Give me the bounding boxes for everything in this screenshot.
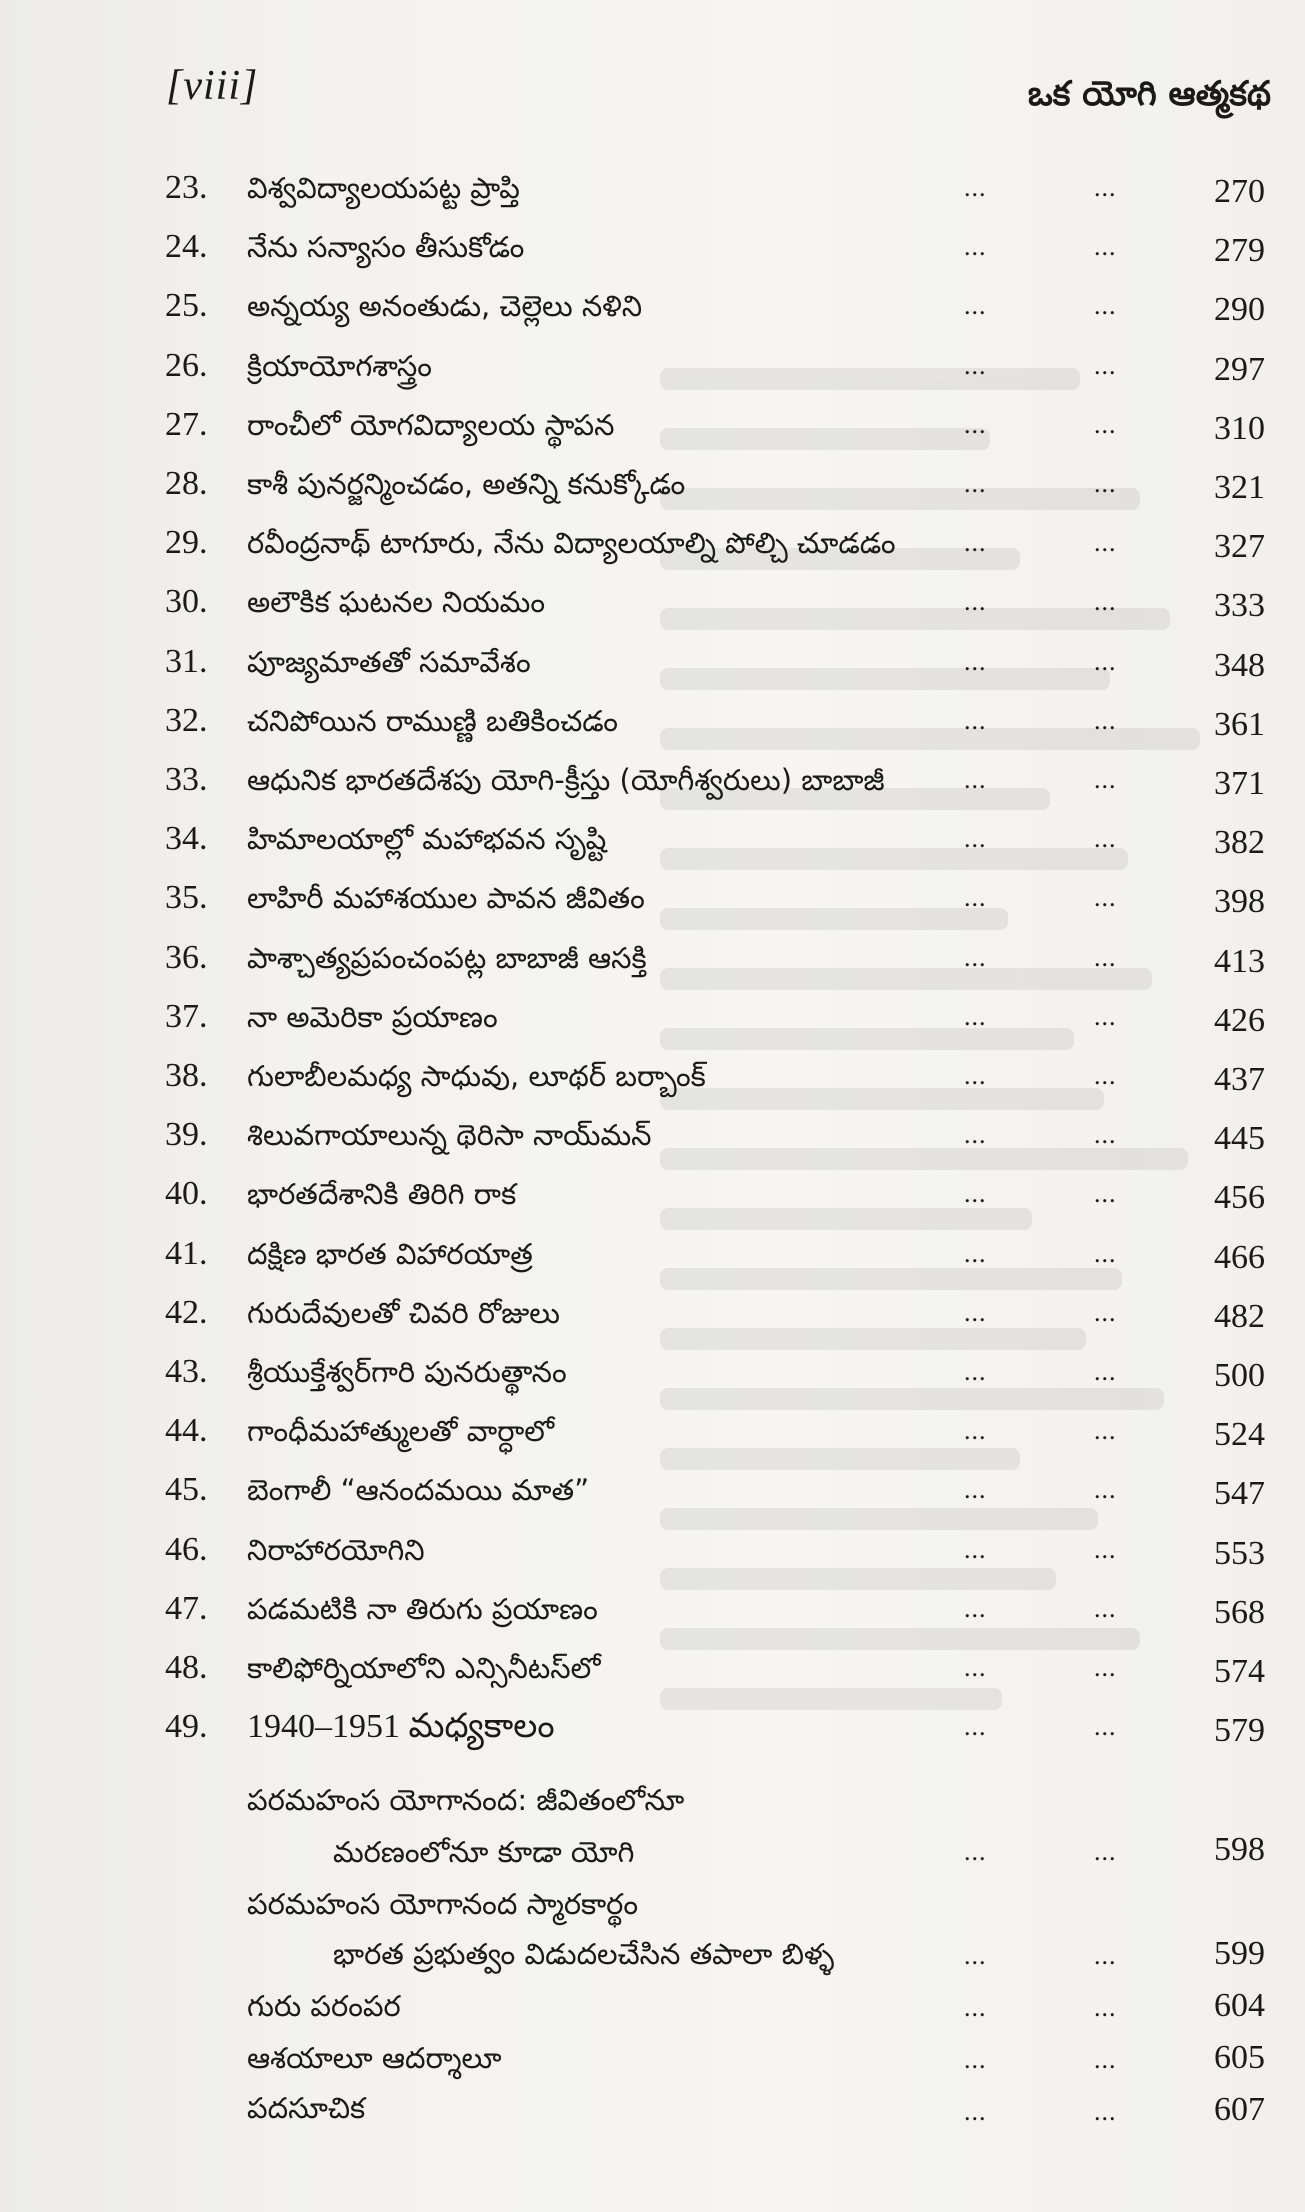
chapter-number: 25. <box>165 287 208 325</box>
chapter-number: 35. <box>165 879 208 917</box>
toc-entry <box>0 1228 1305 1288</box>
page-number: 437 <box>1214 1061 1265 1098</box>
chapter-title: అలౌకిక ఘటనల నియమం <box>247 585 546 620</box>
chapter-number: 33. <box>165 761 208 798</box>
chapter-number: 42. <box>165 1293 208 1331</box>
toc-entry <box>0 517 1305 577</box>
leader-dots: ... <box>1094 1534 1117 1564</box>
leader-dots: ... <box>1094 291 1117 321</box>
chapter-title: శ్రీయుక్తేశ్వర్‌గారి పునరుత్థానం <box>247 1355 567 1389</box>
leader-dots: ... <box>1094 409 1117 439</box>
chapter-number: 36. <box>165 938 208 976</box>
leader-dots: ... <box>1094 587 1117 617</box>
page-number: 607 <box>1214 2091 1265 2128</box>
page-number: 500 <box>1214 1357 1265 1394</box>
page-number: 426 <box>1214 1001 1265 1039</box>
toc-entry <box>0 754 1305 814</box>
leader-dots: ... <box>964 173 987 202</box>
leader-dots: ... <box>964 646 987 676</box>
chapter-title: దక్షిణ భారత విహారయాత్ర <box>247 1236 533 1271</box>
leader-dots: ... <box>1094 1593 1117 1623</box>
leader-dots: ... <box>1094 1653 1117 1682</box>
toc-entry <box>0 1701 1305 1761</box>
leader-dots: ... <box>1094 1297 1117 1327</box>
chapter-number: 38. <box>165 1057 208 1094</box>
leader-dots: ... <box>964 1837 987 1866</box>
leader-dots: ... <box>964 1001 987 1031</box>
leader-dots: ... <box>1094 1120 1117 1150</box>
chapter-title: కాశీ పునర్జన్మించడం, అతన్ని కనుక్కోడం <box>247 467 686 501</box>
chapter-title: బెంగాలీ “ఆనందమయి మాత” <box>247 1473 590 1508</box>
page-number: 333 <box>1214 587 1265 625</box>
toc-entry <box>0 458 1305 518</box>
chapter-title: పడమటికి నా తిరుగు ప్రయాణం <box>247 1591 598 1626</box>
leader-dots: ... <box>964 765 987 794</box>
page-number: 605 <box>1214 2039 1265 2076</box>
toc-entry <box>0 1464 1305 1524</box>
chapter-number: 39. <box>165 1116 208 1154</box>
chapter-number: 47. <box>165 1589 208 1627</box>
page-number: 398 <box>1214 883 1265 921</box>
toc-entry <box>0 1346 1305 1406</box>
page-number: 413 <box>1214 942 1265 980</box>
page-number: 361 <box>1214 705 1265 743</box>
leader-dots: ... <box>964 1534 987 1564</box>
leader-dots: ... <box>964 1179 987 1209</box>
chapter-title: గురుదేవులతో చివరి రోజులు <box>247 1295 560 1330</box>
toc-entry <box>0 1405 1305 1465</box>
page-number: 466 <box>1214 1238 1265 1276</box>
chapter-title: శిలువగాయాలున్న థెరిసా నాయ్‌మన్ <box>247 1118 652 1153</box>
leader-dots: ... <box>1094 232 1117 262</box>
page-number: 297 <box>1214 350 1265 388</box>
appendix-title: పరమహంస యోగానంద స్మారకార్థం <box>247 1887 639 1921</box>
chapter-number: 41. <box>165 1234 208 1272</box>
chapter-number: 34. <box>165 820 208 858</box>
chapter-title: పూజ్యమాతతో సమావేశం <box>247 644 531 679</box>
chapter-title: నా అమెరికా ప్రయాణం <box>247 999 498 1034</box>
chapter-title: నేను సన్యాసం తీసుకోడం <box>247 230 525 265</box>
leader-dots: ... <box>1094 1416 1117 1446</box>
chapter-number: 44. <box>165 1412 208 1450</box>
toc-entry <box>0 1642 1305 1702</box>
chapter-number: 37. <box>165 997 208 1035</box>
leader-dots: ... <box>1094 883 1117 913</box>
appendix-title-continued: మరణంలోనూ కూడా యోగి <box>333 1835 635 1869</box>
chapter-title: హిమాలయాల్లో మహాభవన సృష్టి <box>247 822 607 857</box>
page-number: 310 <box>1214 409 1265 447</box>
leader-dots: ... <box>964 2045 987 2074</box>
chapter-title: గాంధీమహాత్ములతో వార్ధాలో <box>247 1414 555 1449</box>
chapter-number: 45. <box>165 1471 208 1509</box>
toc-entry <box>0 1524 1305 1584</box>
page-number: 270 <box>1214 173 1265 210</box>
page-number: 524 <box>1214 1416 1265 1454</box>
leader-dots: ... <box>964 824 987 854</box>
appendix-title: ఆశయాలూ ఆదర్శాలూ <box>247 2041 502 2075</box>
leader-dots: ... <box>964 1297 987 1327</box>
page-number: 456 <box>1214 1179 1265 1217</box>
leader-dots: ... <box>964 1712 987 1742</box>
chapter-title: భారతదేశానికి తిరిగి రాక <box>247 1177 517 1212</box>
toc-entry <box>0 636 1305 696</box>
chapter-number: 27. <box>165 405 208 443</box>
toc-entry <box>0 1109 1305 1169</box>
chapter-number: 32. <box>165 701 208 739</box>
leader-dots: ... <box>964 705 987 735</box>
toc-entry <box>0 1050 1305 1110</box>
chapter-title: గులాబీలమధ్య సాధువు, లూథర్ బర్బాంక్ <box>247 1059 706 1093</box>
page-number: 604 <box>1214 1987 1265 2024</box>
toc-entry <box>0 695 1305 755</box>
chapter-number: 43. <box>165 1353 208 1390</box>
page-number: 568 <box>1214 1593 1265 1631</box>
chapter-title: 1940–1951 మధ్యకాలం <box>247 1708 555 1746</box>
chapter-number: 24. <box>165 228 208 266</box>
leader-dots: ... <box>964 1593 987 1623</box>
leader-dots: ... <box>964 1120 987 1150</box>
chapter-title: క్రియాయోగశాస్త్రం <box>247 348 432 383</box>
leader-dots: ... <box>964 232 987 262</box>
toc-entry <box>0 340 1305 400</box>
leader-dots: ... <box>1094 1837 1117 1866</box>
page-number: 579 <box>1214 1712 1265 1750</box>
chapter-title: పాశ్చాత్యప్రపంచంపట్ల బాబాజీ ఆసక్తి <box>247 940 647 975</box>
chapter-number: 49. <box>165 1708 208 1746</box>
toc-entry <box>0 221 1305 281</box>
chapter-number: 26. <box>165 346 208 384</box>
chapter-number: 23. <box>165 169 208 206</box>
toc-entry <box>0 813 1305 873</box>
leader-dots: ... <box>1094 1941 1117 1970</box>
page-number: 599 <box>1214 1935 1265 1972</box>
leader-dots: ... <box>1094 1061 1117 1090</box>
leader-dots: ... <box>1094 1993 1117 2022</box>
appendix-title: గురు పరంపర <box>247 1989 401 2023</box>
leader-dots: ... <box>1094 824 1117 854</box>
page-number-roman: [viii] <box>166 63 259 109</box>
toc-entry <box>0 280 1305 340</box>
chapter-title: లాహిరీ మహాశయుల పావన జీవితం <box>247 881 645 916</box>
leader-dots: ... <box>964 291 987 321</box>
leader-dots: ... <box>1094 1238 1117 1268</box>
leader-dots: ... <box>964 2097 987 2126</box>
toc-entry <box>0 399 1305 459</box>
chapter-title: విశ్వవిద్యాలయపట్ట ప్రాప్తి <box>247 171 520 205</box>
leader-dots: ... <box>1094 1179 1117 1209</box>
page-number: 598 <box>1214 1831 1265 1868</box>
page-number: 327 <box>1214 528 1265 566</box>
leader-dots: ... <box>1094 1001 1117 1031</box>
leader-dots: ... <box>964 883 987 913</box>
leader-dots: ... <box>1094 350 1117 380</box>
chapter-number: 46. <box>165 1530 208 1568</box>
leader-dots: ... <box>964 409 987 439</box>
leader-dots: ... <box>1094 765 1117 794</box>
leader-dots: ... <box>964 350 987 380</box>
leader-dots: ... <box>964 469 987 498</box>
page-number: 574 <box>1214 1653 1265 1690</box>
leader-dots: ... <box>1094 705 1117 735</box>
toc-entry <box>0 1287 1305 1347</box>
leader-dots: ... <box>964 1357 987 1386</box>
leader-dots: ... <box>1094 1712 1117 1742</box>
leader-dots: ... <box>964 528 987 558</box>
leader-dots: ... <box>1094 646 1117 676</box>
chapter-number: 48. <box>165 1649 208 1686</box>
chapter-number: 31. <box>165 642 208 680</box>
chapter-number: 30. <box>165 583 208 621</box>
leader-dots: ... <box>964 1653 987 1682</box>
page-number: 445 <box>1214 1120 1265 1158</box>
leader-dots: ... <box>964 1416 987 1446</box>
leader-dots: ... <box>964 942 987 972</box>
leader-dots: ... <box>1094 1475 1117 1505</box>
toc-entry <box>0 1583 1305 1643</box>
chapter-title: చనిపోయిన రాముణ్ణి బతికించడం <box>247 703 618 738</box>
leader-dots: ... <box>1094 1357 1117 1386</box>
appendix-title: పరమహంస యోగానంద: జీవితంలోనూ <box>247 1783 685 1817</box>
appendix-title-continued: భారత ప్రభుత్వం విడుదలచేసిన తపాలా బిళ్ళ <box>333 1937 835 1971</box>
chapter-number: 40. <box>165 1175 208 1213</box>
page-number: 547 <box>1214 1475 1265 1513</box>
toc-entry <box>0 991 1305 1051</box>
toc-entry <box>0 932 1305 992</box>
leader-dots: ... <box>964 1061 987 1090</box>
leader-dots: ... <box>1094 2097 1117 2126</box>
page-number: 553 <box>1214 1534 1265 1572</box>
page-number: 482 <box>1214 1297 1265 1335</box>
page-number: 290 <box>1214 291 1265 329</box>
toc-entry <box>0 576 1305 636</box>
page-number: 321 <box>1214 469 1265 506</box>
page-number: 371 <box>1214 765 1265 802</box>
chapter-title: కాలిఫోర్నియాలోని ఎన్సినీటస్‌లో <box>247 1651 601 1685</box>
chapter-title: రవీంద్రనాథ్ టాగూరు, నేను విద్యాలయాల్ని పోల్చి చూడడం <box>247 526 896 561</box>
chapter-title: రాంచీలో యోగవిద్యాలయ స్థాపన <box>247 407 615 442</box>
leader-dots: ... <box>1094 528 1117 558</box>
leader-dots: ... <box>964 587 987 617</box>
chapter-title: అన్నయ్య అనంతుడు, చెల్లెలు నళిని <box>247 289 643 324</box>
leader-dots: ... <box>1094 173 1117 202</box>
chapter-number: 29. <box>165 524 208 562</box>
leader-dots: ... <box>1094 942 1117 972</box>
page-number: 279 <box>1214 232 1265 270</box>
chapter-title: ఆధునిక భారతదేశపు యోగి-క్రీస్తు (యోగీశ్వరులు) బాబాజీ <box>247 763 885 797</box>
leader-dots: ... <box>1094 2045 1117 2074</box>
toc-entry <box>0 162 1305 222</box>
leader-dots: ... <box>964 1941 987 1970</box>
chapter-title: నిరాహారయోగిని <box>247 1532 425 1567</box>
leader-dots: ... <box>964 1993 987 2022</box>
leader-dots: ... <box>1094 469 1117 498</box>
chapter-number: 28. <box>165 465 208 502</box>
leader-dots: ... <box>964 1475 987 1505</box>
page-number: 348 <box>1214 646 1265 684</box>
page-number: 382 <box>1214 824 1265 862</box>
toc-entry <box>0 872 1305 932</box>
appendix-title: పదసూచిక <box>247 2091 366 2125</box>
running-header-book-title: ఒక యోగి ఆత్మకథ <box>1027 74 1271 114</box>
leader-dots: ... <box>964 1238 987 1268</box>
toc-entry <box>0 1168 1305 1228</box>
